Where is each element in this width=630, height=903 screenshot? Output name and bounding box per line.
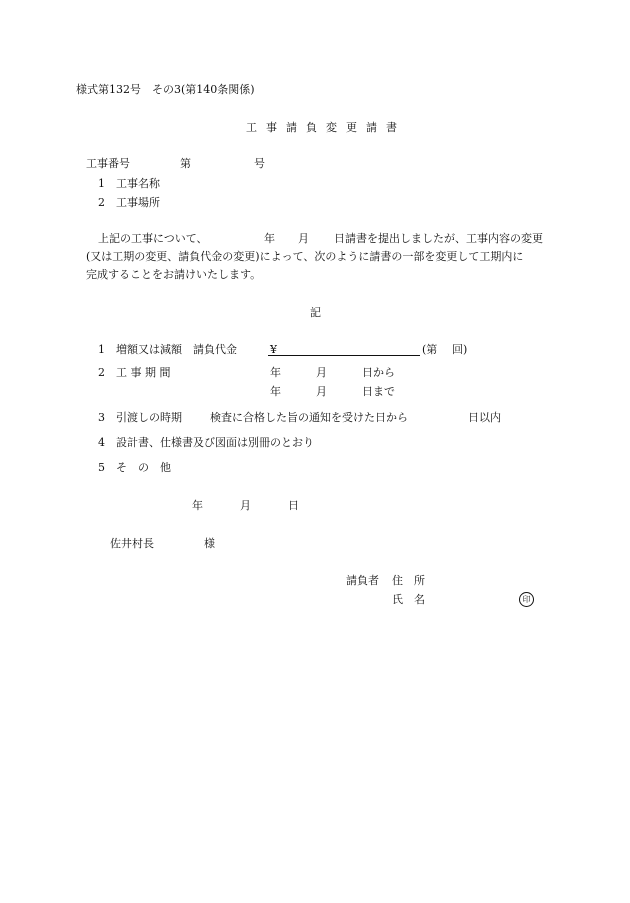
document-title [246,121,406,134]
item1-kai: 回) [452,343,468,356]
item2-label: 2 工 事 期 間 [98,366,171,379]
item1-dai: (第 [422,343,438,356]
item2-from-day: 日から [362,366,395,379]
date-year: 年 [192,499,203,512]
construction-no-go: 号 [254,157,265,170]
body-line1-year: 年 [264,232,275,245]
item3-within: 日以内 [468,411,501,424]
contractor-label: 請負者 [346,574,379,587]
item4-text: 4 設計書、仕様書及び図面は別冊のとおり [98,436,314,449]
title-char: 負 [306,121,317,134]
body-line1-a: 上記の工事について、 [98,232,208,245]
title-char: 書 [386,121,397,134]
title-char: 事 [266,121,277,134]
construction-no-label: 工事番号 [86,157,130,170]
contractor-address-label: 住 所 [392,574,425,587]
contractor-name-label: 氏 名 [392,593,425,606]
title-char: 請 [286,121,297,134]
body-line1-month: 月 [298,232,309,245]
item5-text: 5 そ の 他 [98,461,171,474]
date-day: 日 [288,499,299,512]
construction-no-dai: 第 [180,157,191,170]
item2-until-month: 月 [316,385,327,398]
seal-icon: 印 [519,592,534,607]
date-month: 月 [240,499,251,512]
body-line1-b: 日請書を提出しましたが、工事内容の変更 [334,232,543,245]
item2-until-year: 年 [270,385,281,398]
item3-label: 3 引渡しの時期 [98,411,182,424]
item2-from-month: 月 [316,366,327,379]
item2-from-year: 年 [270,366,281,379]
construction-name-label: 1 工事名称 [98,177,160,190]
construction-site-label: 2 工事場所 [98,196,160,209]
title-char: 請 [366,121,377,134]
title-char: 工 [246,121,257,134]
item3-text: 検査に合格した旨の通知を受けた日から [210,411,408,424]
body-line3: 完成することをお請けいたします。 [86,268,262,281]
item1-amount-line [268,355,420,356]
addressee-sama: 様 [204,537,215,550]
form-number: 様式第132号 その3(第140条関係) [76,83,255,96]
ki-heading: 記 [310,306,321,319]
title-char: 更 [346,121,357,134]
item1-yen: ¥ [270,343,277,356]
title-char: 変 [326,121,337,134]
addressee-name: 佐井村長 [110,537,154,550]
item2-until-day: 日まで [362,385,395,398]
body-line2: (又は工期の変更、請負代金の変更)によって、次のように請書の一部を変更して工期内に [86,250,524,263]
item1-label: 1 増額又は減額 請負代金 [98,343,237,356]
